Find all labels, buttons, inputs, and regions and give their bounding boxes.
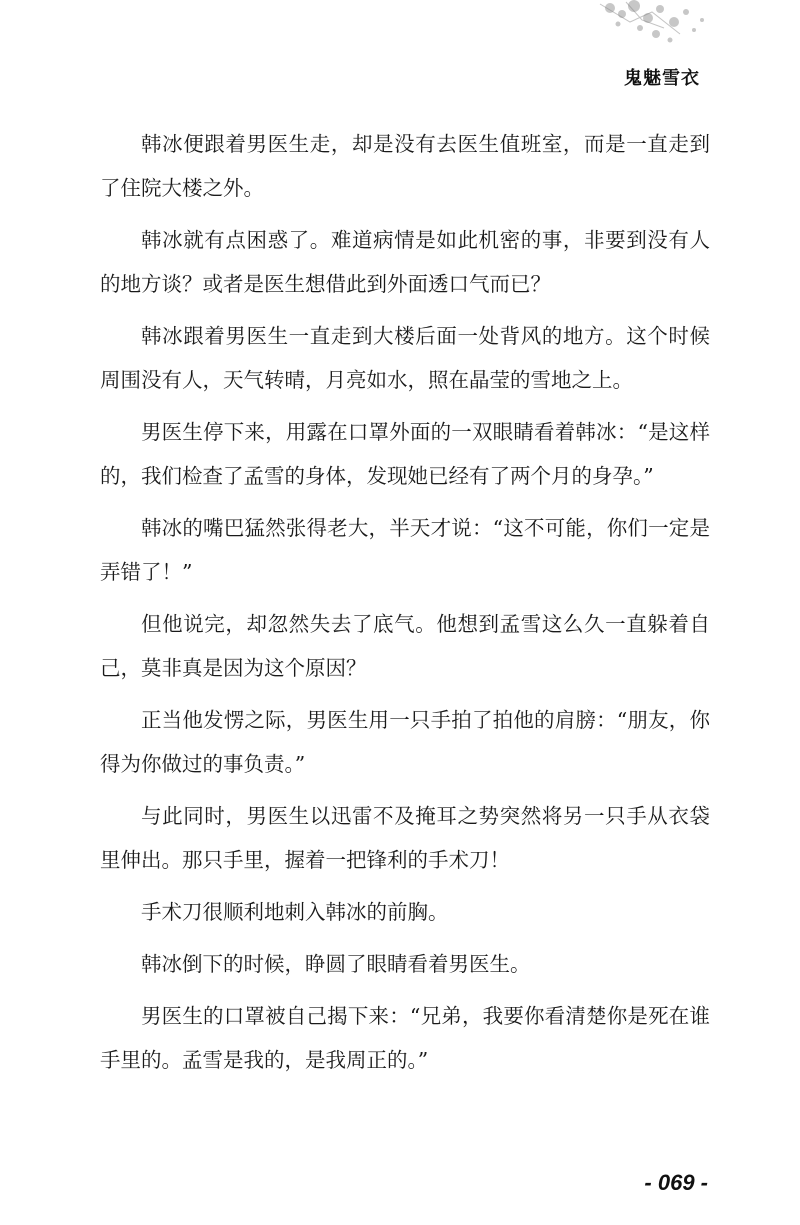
paragraph: 韩冰就有点困惑了。难道病情是如此机密的事，非要到没有人的地方谈？或者是医生想借此到外面透口气而已？ [100, 228, 710, 296]
paragraph: 男医生停下来，用露在口罩外面的一双眼睛看着韩冰：“是这样的，我们检查了孟雪的身体，发现她已经有了两个月的身孕。” [100, 420, 710, 488]
paragraph: 正当他发愣之际，男医生用一只手拍了拍他的肩膀：“朋友，你得为你做过的事负责。” [100, 708, 710, 776]
paragraph: 与此同时，男医生以迅雷不及掩耳之势突然将另一只手从衣袋里伸出。那只手里，握着一把锋利的手术刀！ [100, 804, 710, 872]
snowflake-decoration-icon [590, 0, 720, 60]
running-header-title: 鬼魅雪衣 [624, 68, 700, 89]
paragraph: 手术刀很顺利地刺入韩冰的前胸。 [141, 900, 449, 924]
paragraph: 韩冰的嘴巴猛然张得老大，半天才说：“这不可能，你们一定是弄错了！” [100, 516, 710, 584]
paragraph: 韩冰倒下的时候，睁圆了眼睛看着男医生。 [141, 952, 531, 976]
paragraph: 韩冰跟着男医生一直走到大楼后面一处背风的地方。这个时候周围没有人，天气转晴，月亮如水，照在晶莹的雪地之上。 [100, 324, 710, 392]
paragraph: 男医生的口罩被自己揭下来：“兄弟，我要你看清楚你是死在谁手里的。孟雪是我的，是我周正的。” [100, 1004, 710, 1072]
page-number: - 069 - [644, 1170, 708, 1195]
paragraph: 但他说完，却忽然失去了底气。他想到孟雪这么久一直躲着自己，莫非真是因为这个原因？ [100, 612, 710, 680]
paragraph: 韩冰便跟着男医生走，却是没有去医生值班室，而是一直走到了住院大楼之外。 [100, 132, 710, 200]
body-text [100, 122, 710, 1090]
